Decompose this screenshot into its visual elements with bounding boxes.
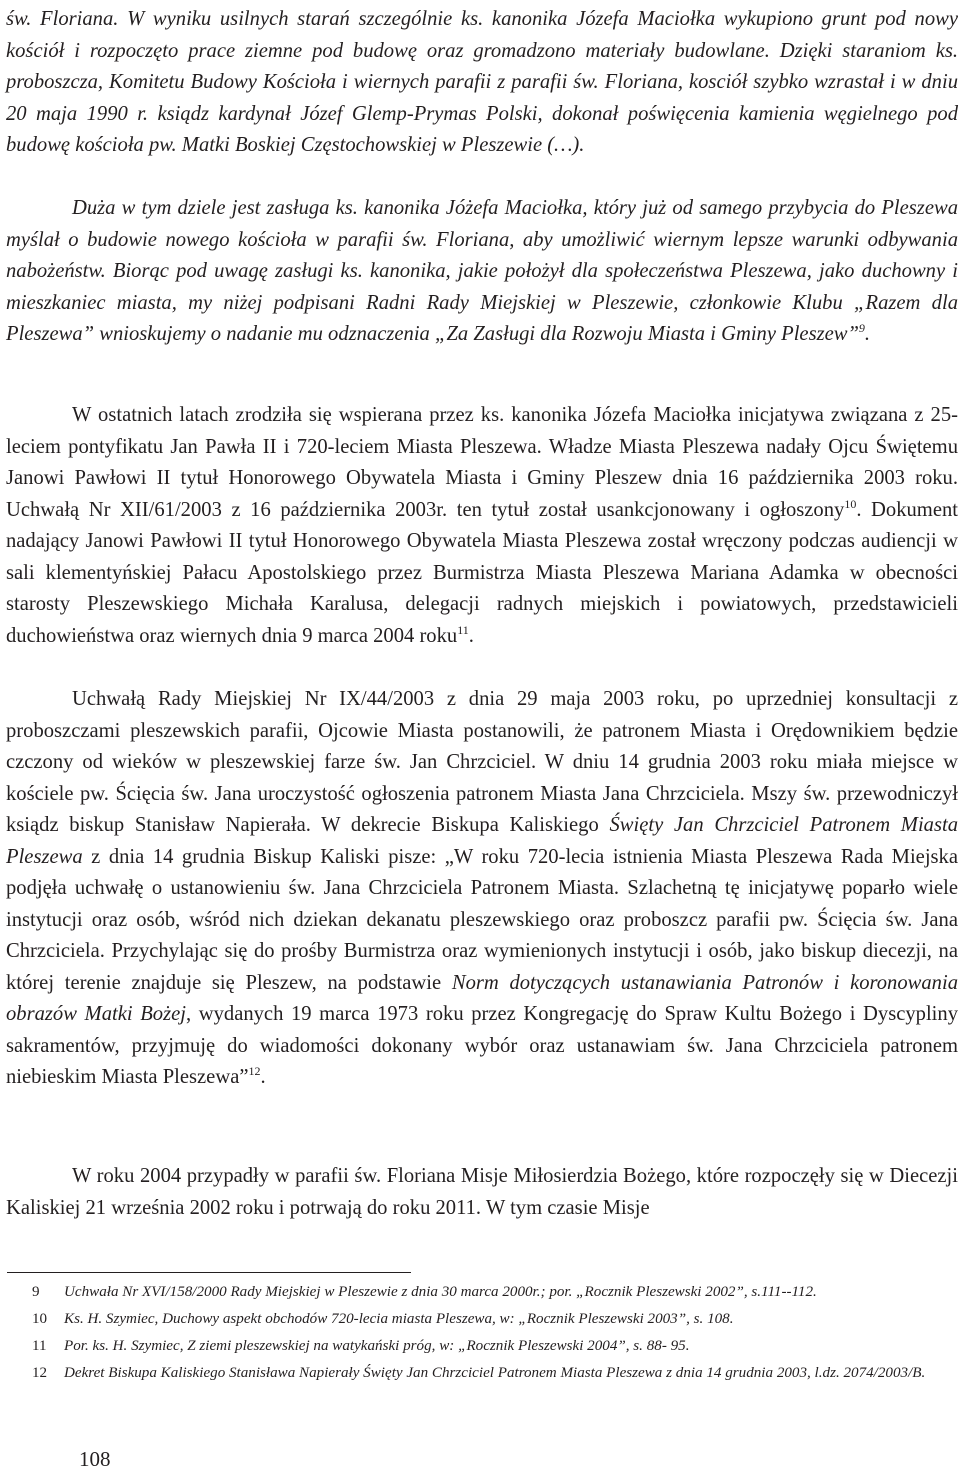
norms-title: Norm dotyczących ustanawiania Patronów i koronowania obrazów Matki Bożej [6,971,958,1025]
paragraph-text [6,193,958,351]
paragraph-text-tail: . [468,624,474,647]
page-number: 108 [79,1447,111,1471]
footnote-ref[interactable]: 12 [248,1064,261,1079]
quote-paragraph-1 [6,4,958,162]
footnote-item [32,1363,960,1384]
quote-paragraph-2 [6,193,958,351]
footnote-number: 12 [32,1365,48,1381]
footnote-ref[interactable]: 10 [844,496,857,511]
footnote-ref[interactable]: 9 [858,321,865,336]
body-paragraph-3 [6,1161,958,1224]
footnote-item [32,1336,960,1357]
paragraph-text-span: W ostatnich latach zrodziła się wspierana przez ks. kanonika Józefa Maciołka inicjatywa związana z 25-leciem pontyfikatu Jan Pawła II i 720-leciem Miasta Pleszewa. Władze Miasta Pleszewa nadały Ojcu Świętemu Janowi Pawłowi II tytuł Honorowego Obywatela Miasta i Gminy Pleszew dnia 16 października 2003 roku. Uchwałą Nr XII/61/2003 z 16 października 2003r. ten tytuł został usankcjonowany i ogłoszony [6,404,958,521]
paragraph-text-span: Duża w tym dziele jest zasługa ks. kanonika Jóżefa Maciołka, który już od samego przybycia do Pleszewa myślał o budowie nowego kościoła w parafii św. Floriana, aby umożliwić wiernym lepsze warunki odbywania nabożeństw. Biorąc pod uwagę zasługi ks. kanonika, jakie położył dla społeczeństwa Pleszewa, jako duchowny i mieszkaniec miasta, my niżej podpisani Radni Rady Miejskiej w Pleszewie, członkowie Klubu „Razem dla Pleszewa” wnioskujemy o nadanie mu odznaczenia „Za Zasługi dla Rozwoju Miasta i Gminy Pleszew” [6,197,958,345]
paragraph-text-tail: . [260,1066,266,1088]
body-paragraph-1 [6,400,958,652]
paragraph-text [6,400,958,652]
paragraph-text: W roku 2004 przypadły w parafii św. Floriana Misje Miłosierdzia Bożego, które rozpoczęły się w Diecezji Kaliskiej 21 września 2002 roku i potrwają do roku 2011. W tym czasie Misje [6,1165,958,1219]
footnote-divider [7,1272,411,1273]
footnote-text: Dekret Biskupa Kaliskiego Stanisława Napierały Święty Jan Chrzciciel Patronem Miasta Pleszewa z dnia 14 grudnia 2003, l.dz. 2074/2003/B. [64,1365,926,1381]
paragraph-text-span: z dnia 14 grudnia Biskup Kaliski pisze: „W roku 720-lecia istnienia Miasta Pleszewa Rada Miejska podjęła uchwałę o ustanowieniu św. Jana Chrzciciela Patronem Miasta. Szlachetną tę inicjatywę poparło wiele instytucji oraz osób, wśród nich dziekan dekanatu pleszewskiego oraz proboszcz parafii pw. Ścięcia św. Jana Chrzciciela. Przychylając się do prośby Burmistrza oraz wymienionych instytucji i osób, jako biskup diecezji, na której terenie znajduje się Pleszew, na podstawie [6,845,958,994]
decree-title: Święty Jan Chrzciciel Patronem Miasta Pleszewa [6,814,958,868]
footnote-ref[interactable]: 11 [457,622,469,637]
footnote-item [32,1309,960,1330]
footnote-text: Uchwała Nr XVI/158/2000 Rady Miejskiej w Pleszewie z dnia 30 marca 2000r.; por. „Rocznik Pleszewski 2002”, s.111--112. [64,1284,817,1300]
footnote-item [32,1282,960,1303]
footnote-number: 11 [32,1338,47,1354]
paragraph-text-tail: . [864,323,871,345]
body-paragraph-2 [6,684,958,1094]
footnote-number: 9 [32,1284,40,1300]
paragraph-text: św. Floriana. W wyniku usilnych starań szczególnie ks. kanonika Józefa Maciołka wykupiono grunt pod nowy kościół i rozpoczęto prace ziemne pod budowę oraz gromadzono materiały budowlane. Dzięki staraniom ks. proboszcza, Komitetu Budowy Kościoła i wiernych parafii z parafii św. Floriana, kosciół szybko wzrastał i w dniu 20 maja 1990 r. ksiądz kardynał Józef Glemp-Prymas Polski, dokonał poświęcenia kamienia węgielnego pod budowę kościoła pw. Matki Boskiej Częstochowskiej w Pleszewie (…). [6,8,958,156]
paragraph-text-span: , wydanych 19 marca 1973 roku przez Kongregację do Spraw Kultu Bożego i Dyscypliny sakramentów, przyjmuję do wiadomości dokonany wybór oraz ustanawiam św. Jana Chrzciciela patronem niebieskim Miasta Pleszewa” [6,1003,958,1088]
paragraph-text-span: Uchwałą Rady Miejskiej Nr IX/44/2003 z dnia 29 maja 2003 roku, po uprzedniej konsultacji z proboszczami pleszewskich parafii, Ojcowie Miasta postanowili, że patronem Miasta i Orędownikiem będzie czczony od wieków w pleszewskiej farze św. Jan Chrzciciel. W dniu 14 grudnia 2003 roku miała miejsce w kościele pw. Ścięcia św. Jana uroczystość ogłoszenia patronem Miasta Jana Chrzciciela. Mszy św. przewodniczył ksiądz biskup Stanisław Napierała. W dekrecie Biskupa Kaliskiego [6,688,958,836]
footnote-number: 10 [32,1311,48,1327]
paragraph-text [6,684,958,1094]
footnotes [32,1282,960,1390]
footnote-text: Ks. H. Szymiec, Duchowy aspekt obchodów 720-lecia miasta Pleszewa, w: „Rocznik Pleszewski 2003”, s. 108. [64,1311,734,1327]
paragraph-text-span: . Dokument nadający Janowi Pawłowi II tytuł Honorowego Obywatela Miasta Pleszewa został wręczony podczas audiencji w sali klementyńskiej Pałacu Apostolskiego przez Burmistrza Miasta Pleszewa Mariana Adamka w obecności starosty Pleszewskiego Michała Karalusa, delegacji radnych miejskich i powiatowych, przedstawicieli duchowieństwa oraz wiernych dnia 9 marca 2004 roku [6,498,958,647]
footnote-text: Por. ks. H. Szymiec, Z ziemi pleszewskiej na watykański próg, w: „Rocznik Pleszewski 2004”, s. 88- 95. [64,1338,690,1354]
